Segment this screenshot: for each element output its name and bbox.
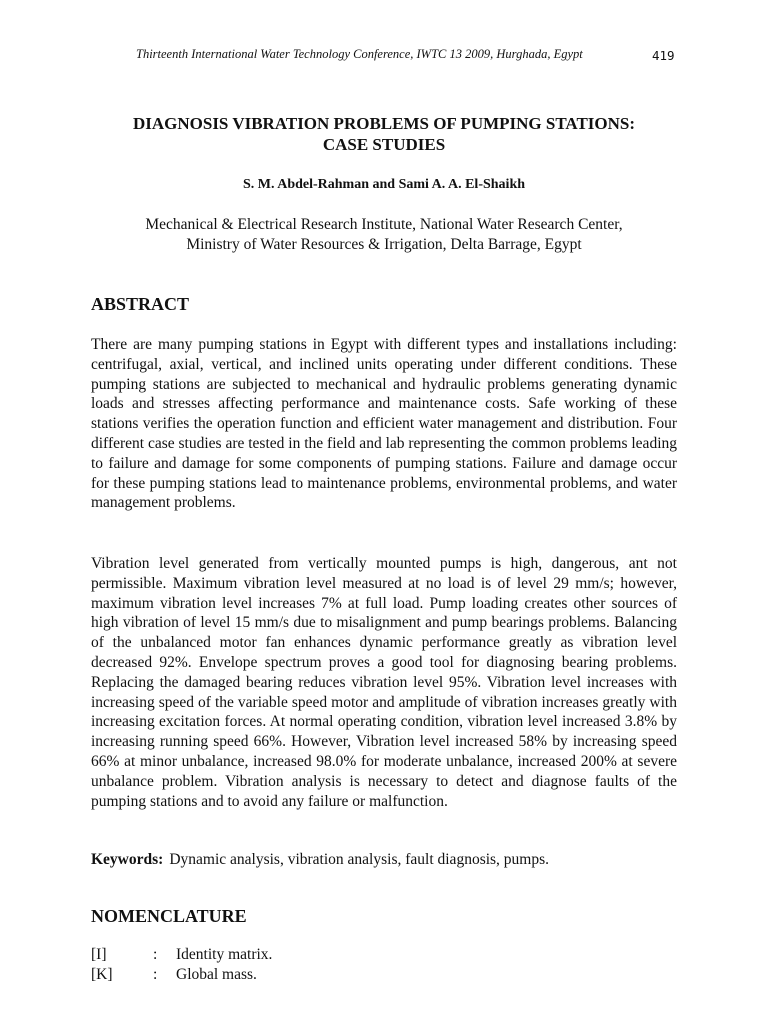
keywords xyxy=(91,851,677,869)
nomenclature-item xyxy=(91,966,391,986)
keywords-text: Dynamic analysis, vibration analysis, fault diagnosis, pumps. xyxy=(169,851,550,868)
abstract-heading: ABSTRACT xyxy=(91,294,190,314)
title-line-2: CASE STUDIES xyxy=(322,135,446,154)
nomenclature-description: Identity matrix. xyxy=(176,946,273,963)
nomenclature-heading: NOMENCLATURE xyxy=(91,906,247,926)
affiliation xyxy=(70,215,698,255)
abstract-paragraph-2: Vibration level generated from vertically mounted pumps is high, dangerous, ant not permissible. Maximum vibration level measured at no load is of level 29 mm/s; however, maximum vibration level increases 7% at full load. Pump loading creates other sources of high vibration of level 15 mm/s due to misalignment and pump bearings problems. Balancing of the unbalanced motor fan enhances dynamic performance greatly as vibration level decreased 92%. Envelope spectrum proves a good tool for diagnosing bearing problems. Replacing the damaged bearing reduces vibration level 95%. Vibration level increases with increasing speed of the variable speed motor and amplitude of vibration increases greatly with increasing excitation forces. At normal operating condition, vibration level increased 3.8% by increasing running speed 66%. However, Vibration level increased 58% by increasing speed 66% at minor unbalance, increased 98.0% for moderate unbalance, increased 200% at severe unbalance problem. Vibration analysis is necessary to detect and diagnose faults of the pumping stations and to avoid any failure or malfunction. xyxy=(91,555,677,810)
page-number: 419 xyxy=(652,48,675,63)
nomenclature-description: Global mass. xyxy=(176,966,257,983)
keywords-label: Keywords: xyxy=(91,851,164,868)
conference-header: Thirteenth International Water Technology Conference, IWTC 13 2009, Hurghada, Egypt xyxy=(136,47,583,61)
title-line-1: DIAGNOSIS VIBRATION PROBLEMS OF PUMPING STATIONS: xyxy=(132,114,636,133)
nomenclature-symbol: [K] xyxy=(91,966,113,983)
authors: S. M. Abdel-Rahman and Sami A. A. El-Shaikh xyxy=(242,177,526,192)
abstract-paragraph-1: There are many pumping stations in Egypt with different types and installations including: centrifugal, axial, vertical, and inclined units operating under different conditions. These pumping stations are subjected to mechanical and hydraulic problems generating dynamic loads and stresses affecting performance and maintenance costs. Safe working of these stations verifies the operation function and efficient water management and distribution. Four different case studies are tested in the field and lab representing the common problems leading to failure and damage for some components of pumping stations. Failure and damage occur for these pumping stations lead to maintenance problems, environmental problems, and water management problems. xyxy=(91,336,677,512)
affiliation-line-2: Ministry of Water Resources & Irrigation, Delta Barrage, Egypt xyxy=(186,236,582,253)
affiliation-line-1: Mechanical & Electrical Research Institute, National Water Research Center, xyxy=(145,216,623,233)
nomenclature-item xyxy=(91,946,391,966)
nomenclature-separator: : xyxy=(153,966,158,983)
nomenclature-symbol: [I] xyxy=(91,946,107,963)
nomenclature-separator: : xyxy=(153,946,158,963)
paper-title xyxy=(70,113,698,155)
running-header xyxy=(0,47,768,67)
